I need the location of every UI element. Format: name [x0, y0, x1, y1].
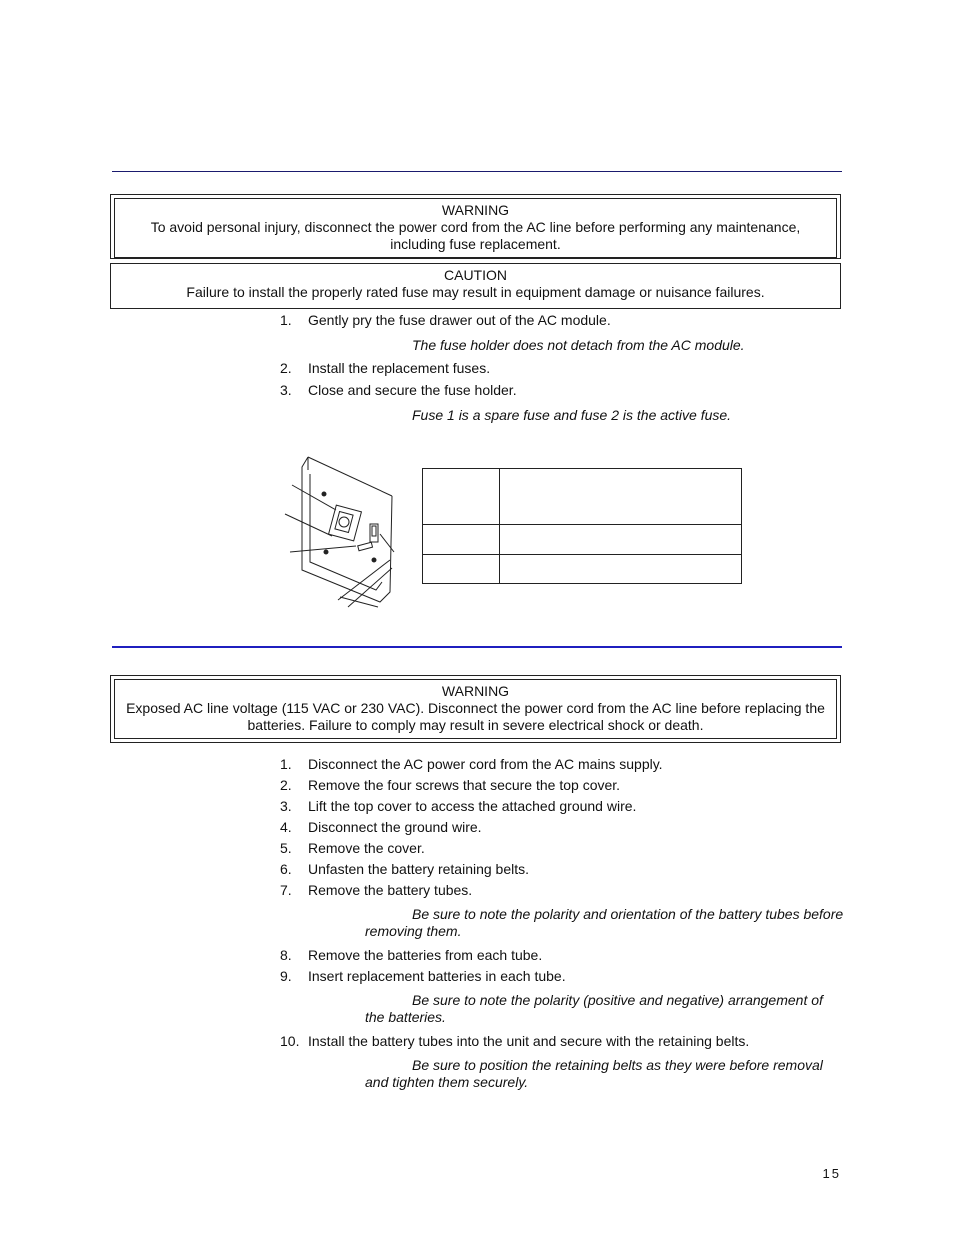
- fuse-warning-box: [110, 194, 841, 259]
- warning-text: Exposed AC line voltage (115 VAC or 230 VAC). Disconnect the power cord from the AC line before replacing the batteries. Failure to comply may result in severe electrical shock or death.: [126, 700, 825, 733]
- battery-step-9: 9. Insert replacement batteries in each tube.: [280, 968, 566, 984]
- table-row: [423, 555, 742, 584]
- fuse-note-1: The fuse holder does not detach from the AC module.: [412, 337, 745, 353]
- fuse-table: [422, 468, 742, 584]
- battery-step-5: 5. Remove the cover.: [280, 840, 425, 856]
- caution-text: Failure to install the properly rated fuse may result in equipment damage or nuisance failures.: [186, 284, 765, 300]
- warning-text: To avoid personal injury, disconnect the power cord from the AC line before performing any maintenance, including fuse replacement.: [150, 219, 801, 252]
- section-divider-battery: [112, 646, 842, 648]
- fuse-step-1: 1. Gently pry the fuse drawer out of the AC module.: [280, 312, 611, 328]
- page-number: 15: [822, 1166, 841, 1181]
- table-row: [423, 469, 742, 525]
- battery-step-3: 3. Lift the top cover to access the attached ground wire.: [280, 798, 637, 814]
- battery-note-1: Be sure to note the polarity and orientation of the battery tubes before removing them.: [365, 906, 844, 939]
- fuse-holder-illustration: [280, 452, 410, 614]
- battery-step-2: 2. Remove the four screws that secure the top cover.: [280, 777, 621, 793]
- battery-step-4: 4. Disconnect the ground wire.: [280, 819, 482, 835]
- fuse-note-2: Fuse 1 is a spare fuse and fuse 2 is the active fuse.: [412, 407, 732, 423]
- battery-step-10: 10. Install the battery tubes into the unit and secure with the retaining belts.: [280, 1033, 750, 1049]
- section-divider-top: [112, 171, 842, 172]
- battery-step-6: 6. Unfasten the battery retaining belts.: [280, 861, 530, 877]
- fuse-caution-box: [110, 263, 841, 309]
- table-row: [423, 525, 742, 555]
- fuse-step-3: 3. Close and secure the fuse holder.: [280, 382, 517, 398]
- battery-step-7: 7. Remove the battery tubes.: [280, 882, 473, 898]
- warning-heading: WARNING: [441, 683, 510, 699]
- battery-note-3: Be sure to position the retaining belts as they were before removal and tighten them securely.: [365, 1057, 823, 1090]
- warning-heading: WARNING: [441, 202, 510, 218]
- battery-note-2: Be sure to note the polarity (positive and negative) arrangement of the batteries.: [365, 992, 823, 1025]
- battery-step-8: 8. Remove the batteries from each tube.: [280, 947, 543, 963]
- fuse-step-2: 2. Install the replacement fuses.: [280, 360, 491, 376]
- battery-step-1: 1. Disconnect the AC power cord from the AC mains supply.: [280, 756, 663, 772]
- battery-warning-box: [110, 675, 841, 743]
- caution-heading: CAUTION: [444, 267, 507, 283]
